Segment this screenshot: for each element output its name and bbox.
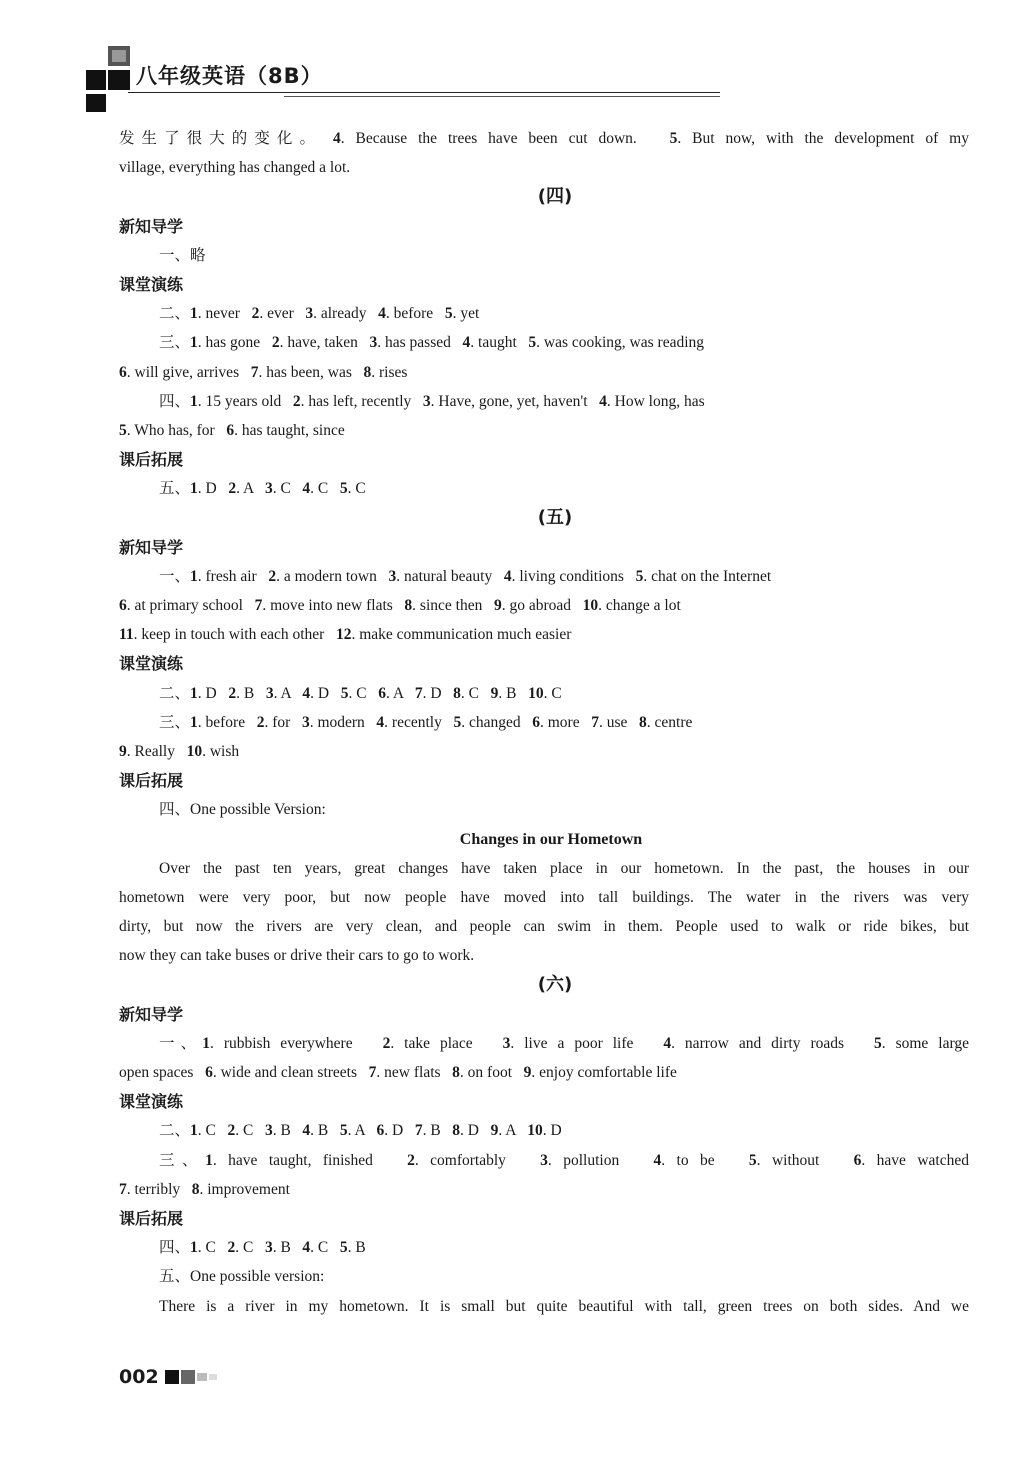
page-footer	[119, 1366, 225, 1396]
text-line: 7. terribly 8. improvement	[119, 1180, 290, 1198]
text-line: now they can take buses or drive their cars to go to work.	[119, 947, 475, 965]
text-line: 一、略	[159, 246, 206, 264]
text-line: 五、One possible version:	[159, 1268, 325, 1286]
header-title: 八年级英语（8B）	[136, 64, 323, 88]
section-heading: 新知导学	[119, 537, 184, 557]
section-heading: 课堂演练	[119, 654, 184, 674]
text-line: 5. Who has, for 6. has taught, since	[119, 421, 345, 439]
text-line: There is a river in my hometown. It is small but quite beautiful with tall, green trees on both sides. And we	[159, 1297, 969, 1315]
unit-title: (五)	[537, 507, 573, 529]
section-heading: 课堂演练	[119, 274, 184, 294]
header-rule	[128, 92, 720, 93]
text-line: 11. keep in touch with each other 12. make communication much easier	[119, 626, 572, 644]
unit-title: (六)	[537, 974, 573, 996]
unit-title: (四)	[537, 186, 573, 208]
text-line: 二、1. C 2. C 3. B 4. B 5. A 6. D 7. B 8. D 9. A 10. D	[159, 1122, 562, 1140]
page-header	[84, 44, 684, 114]
essay-title: Changes in our Hometown	[459, 830, 643, 848]
text-line: 发生了很大的变化。 4. Because the trees have been cut down. 5. But now, with the development of my	[119, 130, 969, 147]
text-line: 二、1. D 2. B 3. A 4. D 5. C 6. A 7. D 8. C 9. B 10. C	[159, 684, 562, 702]
text-line: 一、1. rubbish everywhere 2. take place 3. live a poor life 4. narrow and dirty roads 5. some large	[159, 1034, 969, 1052]
text-line: hometown were very poor, but now people have moved into tall buildings. The water in the rivers was very	[119, 888, 969, 906]
text-line: dirty, but now the rivers are very clean, and people can swim in them. People used to walk or ride bikes, but	[119, 918, 969, 936]
text-line: 三、1. have taught, finished 2. comfortably 3. pollution 4. to be 5. without 6. have watched	[159, 1151, 969, 1169]
answer-content	[119, 124, 969, 1321]
page-number: 002	[119, 1366, 159, 1388]
text-line: village, everything has changed a lot.	[119, 159, 351, 177]
text-line: 四、1. 15 years old 2. has left, recently 3. Have, gone, yet, haven't 4. How long, has	[159, 392, 705, 410]
text-line: 五、1. D 2. A 3. C 4. C 5. C	[159, 480, 366, 498]
text-line: 四、One possible Version:	[159, 801, 326, 819]
section-heading: 课后拓展	[119, 771, 184, 791]
section-heading: 课后拓展	[119, 1208, 184, 1228]
text-line: 一、1. fresh air 2. a modern town 3. natural beauty 4. living conditions 5. chat on the Internet	[159, 567, 772, 585]
header-block-icon	[84, 44, 144, 114]
section-heading: 新知导学	[119, 216, 184, 236]
text-line: 四、1. C 2. C 3. B 4. C 5. B	[159, 1239, 366, 1257]
text-line: 二、1. never 2. ever 3. already 4. before 5. yet	[159, 305, 480, 323]
footer-block-icon	[165, 1368, 225, 1386]
section-heading: 新知导学	[119, 1004, 184, 1024]
text-line: Over the past ten years, great changes have taken place in our hometown. In the past, the houses in our	[159, 859, 969, 877]
text-line: 三、1. before 2. for 3. modern 4. recently 5. changed 6. more 7. use 8. centre	[159, 713, 693, 731]
header-rule-thin	[284, 96, 720, 97]
text-line: 6. will give, arrives 7. has been, was 8. rises	[119, 363, 408, 381]
text-line: 三、1. has gone 2. have, taken 3. has passed 4. taught 5. was cooking, was reading	[159, 334, 705, 352]
section-heading: 课后拓展	[119, 450, 184, 470]
text-line: 6. at primary school 7. move into new flats 8. since then 9. go abroad 10. change a lot	[119, 597, 681, 614]
text-line: open spaces 6. wide and clean streets 7. new flats 8. on foot 9. enjoy comfortable life	[119, 1064, 677, 1081]
text-line: 9. Really 10. wish	[119, 742, 240, 760]
section-heading: 课堂演练	[119, 1092, 184, 1112]
